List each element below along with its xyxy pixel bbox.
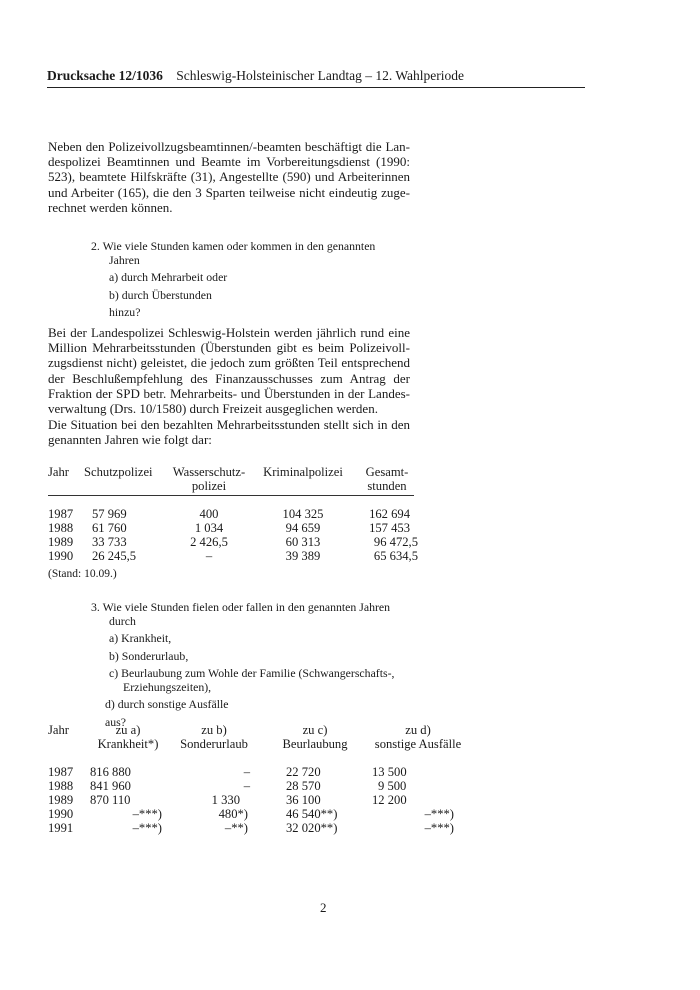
text-line: Die Situation bei den bezahlten Mehrarbeitsstunden stellt sich in den — [48, 417, 410, 432]
cell-value: 36 100 — [286, 793, 321, 807]
text-line: rechnet werden können. — [48, 199, 173, 215]
page-header — [47, 68, 585, 88]
text-line: genannten Jahren wie folgt dar: — [48, 432, 212, 448]
column-header — [88, 723, 168, 751]
text-line: 523), beamtete Hilfskräfte (31), Angestellte (590) und Arbeiterinnen — [48, 169, 410, 185]
table-row — [48, 549, 422, 563]
table-row — [48, 793, 466, 807]
question-option: a) durch Mehrarbeit oder — [109, 270, 228, 284]
cell-value: 1 330 — [211, 793, 240, 807]
header-title: Schleswig-Holsteinischer Landtag – 12. Wahlperiode — [176, 68, 464, 83]
table-row — [48, 779, 466, 793]
cell-value: – — [243, 779, 250, 793]
cell-value: – — [205, 549, 213, 563]
cell-value: – — [243, 765, 250, 779]
table-header-row — [48, 465, 422, 493]
cell-value: 2 426,5 — [190, 535, 228, 549]
question-option: a) Krankheit, — [109, 631, 172, 645]
cell-value: 841 960 — [90, 779, 131, 793]
cell-value: 96 472,5 — [373, 535, 418, 549]
column-header: Schutzpolizei — [84, 465, 153, 479]
cell-year: 1990 — [48, 549, 74, 563]
question-text: durch — [109, 613, 136, 628]
cell-value: 61 760 — [92, 521, 127, 535]
cell-value: 94 659 — [285, 521, 321, 535]
cell-value: 33 733 — [92, 535, 127, 549]
question-option: b) durch Überstunden — [109, 287, 212, 302]
situation-paragraph — [48, 417, 410, 447]
text-line: Million Mehrarbeitsstunden (Überstunden gibt es beim Polizeivoll- — [48, 340, 410, 356]
cell-year: 1989 — [48, 535, 74, 549]
cell-value: 12 200 — [372, 793, 407, 807]
text-line: und Arbeiter (165), die den 3 Sparten teilweise nicht eindeutig zuge- — [48, 184, 410, 200]
header-line: Sonderurlaub — [180, 737, 248, 751]
question-2 — [91, 240, 375, 324]
cell-value: 57 969 — [92, 507, 127, 521]
question-text: 3. Wie viele Stunden fielen oder fallen in den genannten Jahren — [91, 600, 391, 614]
cell-year: 1990 — [48, 807, 74, 821]
column-header — [164, 465, 254, 493]
cell-value: 400 — [199, 507, 219, 521]
cell-value: 22 720 — [286, 765, 321, 779]
header-line: stunden — [367, 479, 407, 493]
cell-value: 162 694 — [369, 507, 410, 521]
column-header — [168, 723, 260, 751]
cell-year: 1988 — [48, 779, 74, 793]
cell-value: –***) — [132, 807, 162, 821]
drucksache-number: Drucksache 12/1036 — [47, 68, 163, 83]
cell-year: 1987 — [48, 765, 74, 779]
cell-value: 60 313 — [285, 535, 321, 549]
text-line: Bei der Landespolizei Schleswig-Holstein werden jährlich rund eine — [48, 325, 410, 340]
table-row — [48, 765, 466, 779]
question-option: b) Sonderurlaub, — [109, 648, 189, 663]
question-option: d) durch sonstige Ausfälle — [105, 697, 229, 711]
header-line: sonstige Ausfälle — [374, 737, 462, 751]
column-header — [370, 723, 466, 751]
column-header — [260, 723, 370, 751]
cell-year: 1988 — [48, 521, 74, 535]
table-row — [48, 535, 422, 549]
cell-value: 65 634,5 — [373, 549, 418, 563]
cell-value: –***) — [424, 807, 454, 821]
cell-value: 157 453 — [369, 521, 410, 535]
overtime-table — [48, 465, 422, 563]
intro-paragraph — [48, 139, 410, 215]
cell-value: 816 880 — [90, 765, 131, 779]
cell-value: 104 325 — [282, 507, 324, 521]
cell-value: 26 245,5 — [92, 549, 137, 563]
text-line: der Beschlußempfehlung des Finanzausschusses zum Antrag der — [48, 370, 410, 386]
header-line: Krankheit*) — [97, 737, 159, 751]
answer-2-paragraph — [48, 325, 410, 416]
question-text: aus? — [105, 714, 126, 729]
cell-value: 28 570 — [286, 779, 321, 793]
text-line: zugsdienst nicht) geleistet, die jedoch zum größten Teil entsprechend — [48, 355, 410, 371]
cell-value: 1 034 — [194, 521, 224, 535]
cell-value: 13 500 — [372, 765, 407, 779]
question-3 — [91, 601, 394, 733]
header-line: zu d) — [405, 723, 431, 737]
table-row — [48, 507, 422, 521]
cell-value: 32 020**) — [286, 821, 338, 835]
cell-year: 1989 — [48, 793, 74, 807]
text-line: Neben den Polizeivollzugsbeamtinnen/-beamten beschäftigt die Lan- — [48, 139, 410, 154]
cell-value: –***) — [424, 821, 454, 835]
header-line: zu c) — [302, 723, 328, 737]
cell-value: –**) — [224, 821, 248, 835]
table-header-row — [48, 723, 466, 751]
question-option: Erziehungszeiten), — [123, 679, 212, 694]
header-line: Beurlaubung — [282, 737, 348, 751]
column-header — [352, 465, 422, 493]
question-text: 2. Wie viele Stunden kamen oder kommen in den genannten — [91, 239, 376, 253]
text-line: verwaltung (Drs. 10/1580) durch Freizeit ausgeglichen werden. — [48, 401, 378, 417]
table-row — [48, 521, 422, 535]
cell-year: 1991 — [48, 821, 74, 835]
cell-value: –***) — [132, 821, 162, 835]
table-divider — [48, 495, 414, 496]
column-header: Jahr — [48, 723, 69, 737]
question-text: Jahren — [109, 252, 140, 267]
column-header: Kriminalpolizei — [263, 465, 343, 479]
header-line: Gesamt- — [365, 465, 409, 479]
question-option: c) Beurlaubung zum Wohle der Familie (Schwangerschafts-, — [109, 666, 395, 680]
cell-value: 870 110 — [90, 793, 131, 807]
cell-value: 9 500 — [378, 779, 407, 793]
question-text: hinzu? — [109, 305, 141, 319]
header-line: zu b) — [201, 723, 227, 737]
header-line: zu a) — [115, 723, 141, 737]
text-line: Fraktion der SPD betr. Mehrarbeits- und Überstunden in der Landes- — [48, 385, 410, 401]
absence-table — [48, 723, 466, 835]
header-line: polizei — [191, 479, 227, 493]
cell-value: 480*) — [218, 807, 248, 821]
cell-year: 1987 — [48, 507, 74, 521]
page-number: 2 — [320, 900, 327, 915]
table-row — [48, 821, 466, 835]
table-footnote: (Stand: 10.09.) — [48, 568, 117, 580]
table-row — [48, 807, 466, 821]
header-line: Wasserschutz- — [172, 465, 246, 479]
column-header: Jahr — [48, 465, 69, 479]
cell-value: 46 540**) — [286, 807, 338, 821]
text-line: despolizei Beamtinnen und Beamte im Vorbereitungsdienst (1990: — [48, 154, 410, 170]
cell-value: 39 389 — [285, 549, 321, 563]
